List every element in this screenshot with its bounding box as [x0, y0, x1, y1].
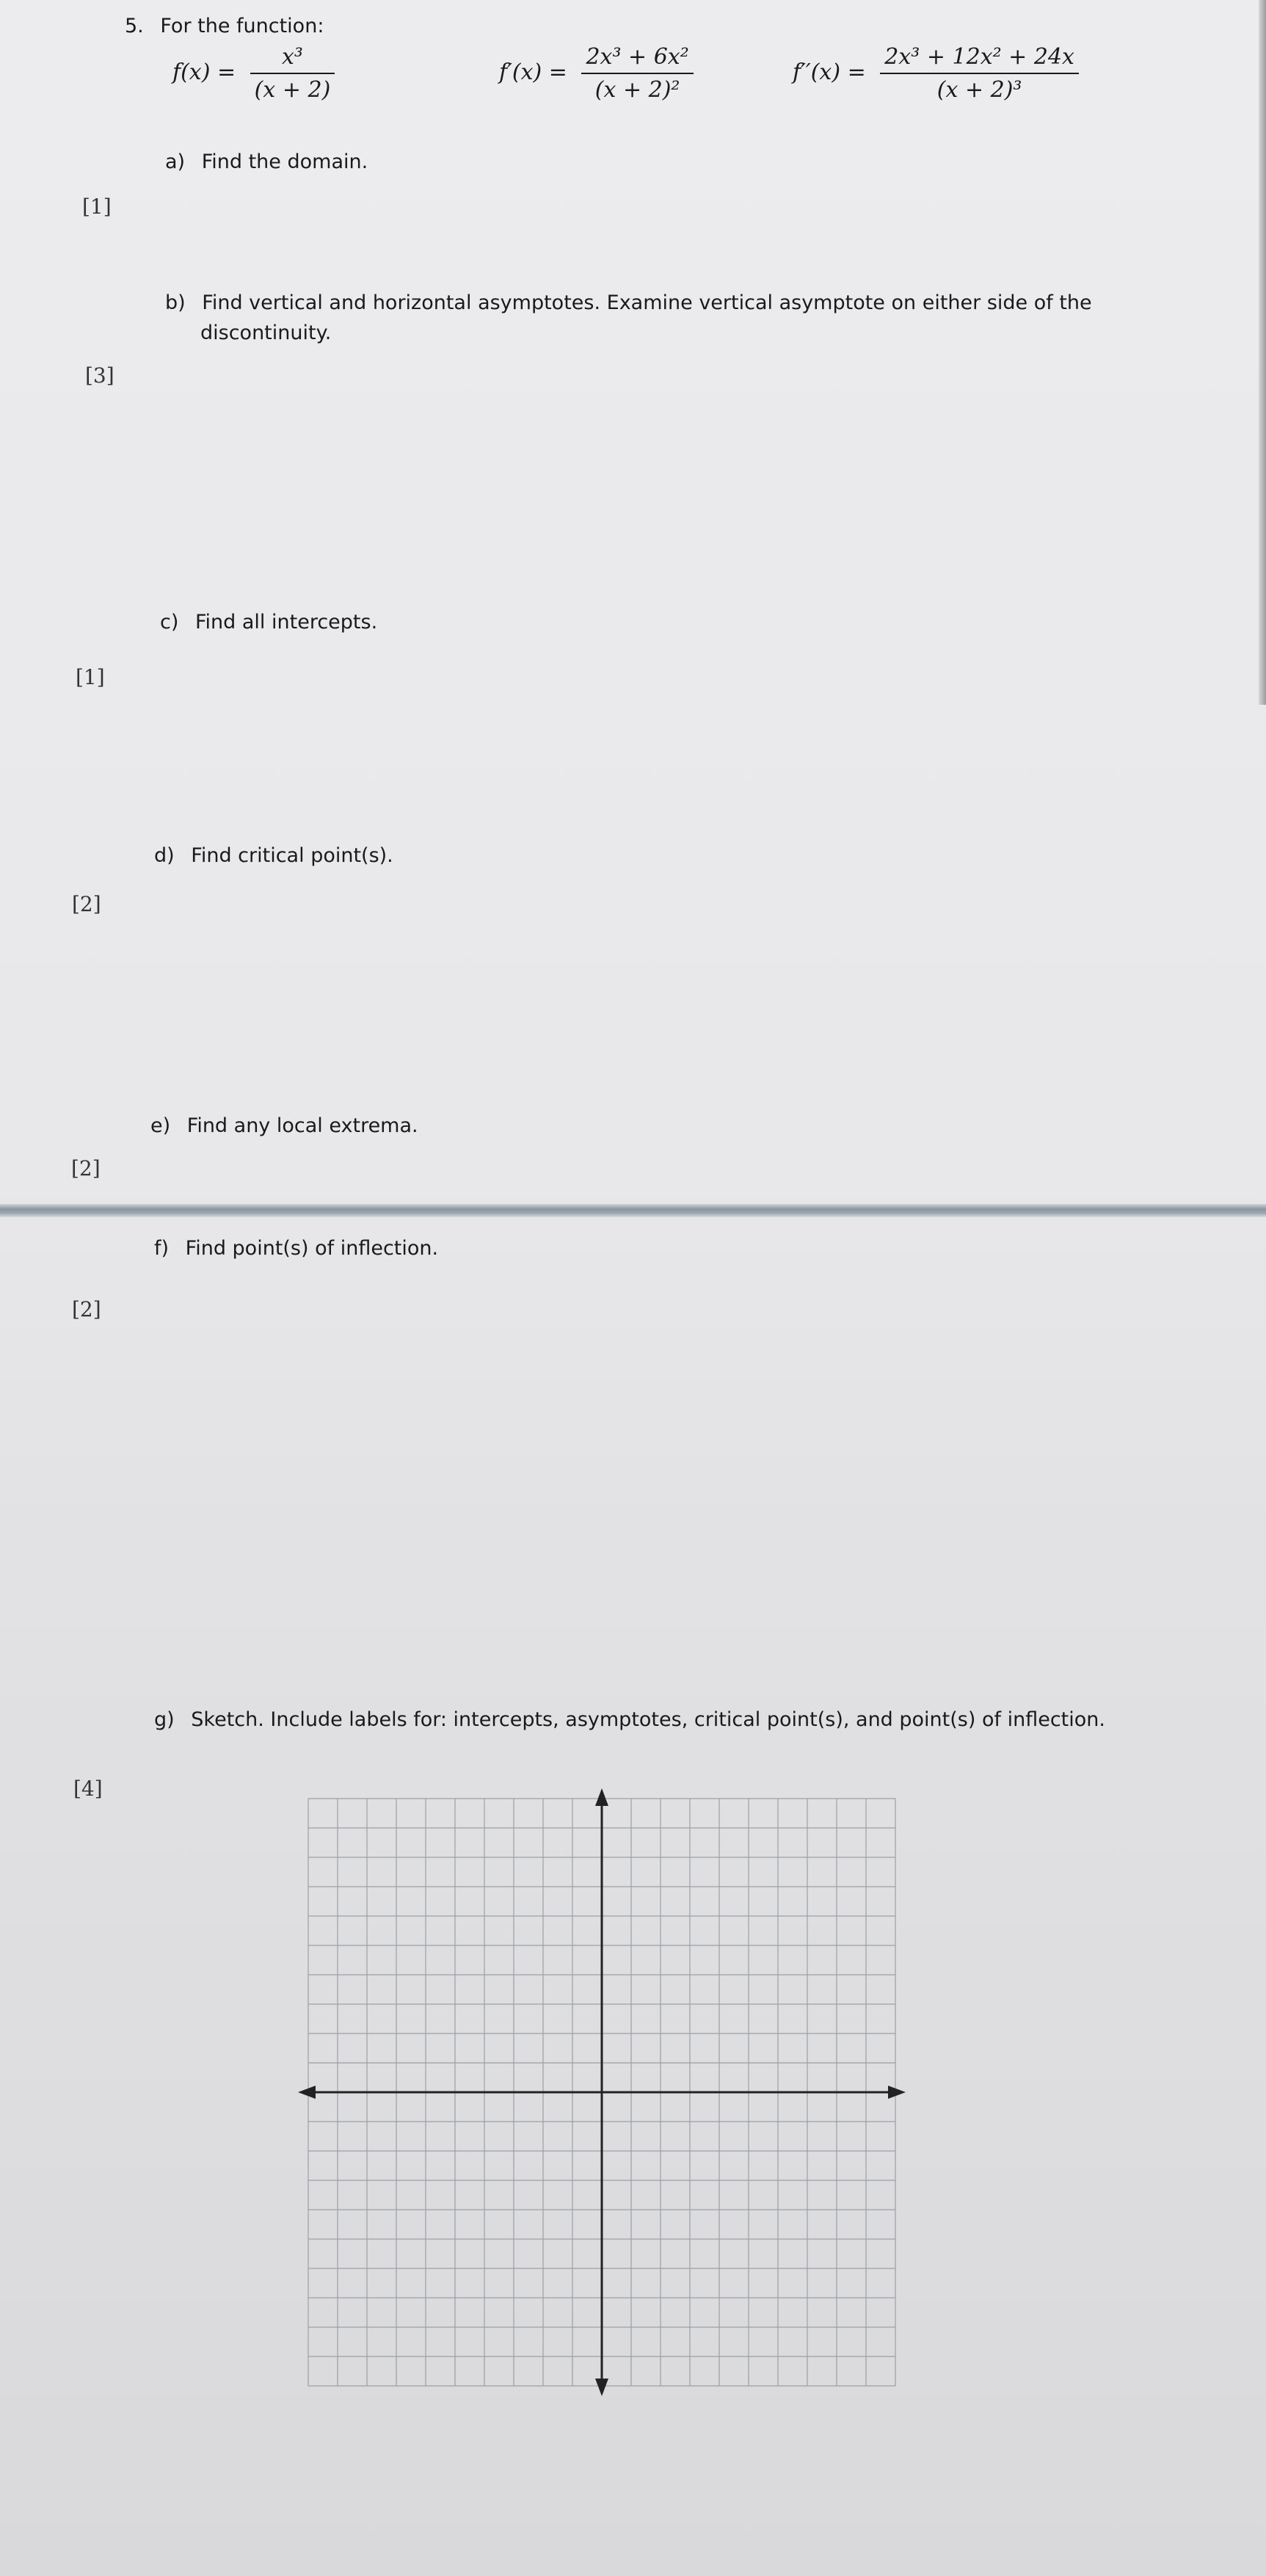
page-fold-divider — [0, 1204, 1266, 1217]
function-f-prime-denominator: (x + 2)² — [594, 77, 680, 103]
part-d-text: Find critical point(s). — [191, 844, 393, 867]
function-f-fraction — [250, 44, 335, 103]
part-f-text: Find point(s) of inflection. — [185, 1237, 439, 1260]
sketch-grid[interactable] — [294, 1784, 910, 2430]
function-f-double-prime-fraction — [880, 44, 1079, 103]
part-f-marks: [2] — [72, 1297, 101, 1321]
part-c-prompt — [160, 611, 377, 634]
part-a-label: a) — [165, 150, 186, 173]
fraction-bar — [250, 73, 335, 74]
question-number: 5. — [125, 15, 144, 37]
part-b-text-continued: discontinuity. — [200, 322, 332, 344]
part-d-label: d) — [154, 844, 175, 867]
function-f-prime-lhs: f′(x) = — [499, 59, 567, 85]
part-g-marks: [4] — [73, 1777, 103, 1801]
part-e-text: Find any local extrema. — [186, 1114, 418, 1137]
part-g-prompt — [154, 1708, 1105, 1731]
part-a-text: Find the domain. — [201, 150, 368, 173]
part-c-text: Find all intercepts. — [194, 611, 378, 634]
part-a-marks: [1] — [82, 195, 112, 219]
function-f-double-prime — [793, 44, 1079, 103]
question-intro: For the function: — [160, 15, 324, 37]
function-f-prime-numerator: 2x³ + 6x² — [586, 44, 689, 70]
part-c-label: c) — [160, 611, 179, 634]
function-f-prime — [499, 44, 694, 103]
function-f-double-prime-lhs: f′′(x) = — [793, 59, 866, 85]
question-header — [125, 15, 324, 37]
function-f — [172, 44, 335, 103]
fraction-bar — [880, 73, 1079, 74]
part-g-label: g) — [154, 1708, 175, 1731]
part-f-prompt — [154, 1237, 438, 1260]
function-f-double-prime-numerator: 2x³ + 12x² + 24x — [884, 44, 1074, 70]
y-axis-down-arrow-icon — [595, 2379, 608, 2396]
part-e-label: e) — [150, 1114, 171, 1137]
part-b-text: Find vertical and horizontal asymptotes. Examine vertical asymptote on either side of the — [202, 291, 1092, 314]
function-f-lhs: f(x) = — [172, 59, 236, 85]
part-f-label: f) — [154, 1237, 170, 1260]
part-e-marks: [2] — [71, 1156, 101, 1180]
page-edge — [1259, 0, 1266, 705]
x-axis-right-arrow-icon — [888, 2086, 906, 2099]
part-d-prompt — [154, 844, 393, 867]
function-f-double-prime-denominator: (x + 2)³ — [936, 77, 1022, 103]
fraction-bar — [581, 73, 693, 74]
part-e-prompt — [150, 1114, 418, 1137]
y-axis-up-arrow-icon — [595, 1788, 608, 1806]
part-g-text: Sketch. Include labels for: intercepts, asymptotes, critical point(s), and point(s) of inflection. — [191, 1708, 1105, 1731]
part-a-prompt — [165, 150, 368, 173]
function-f-numerator: x³ — [281, 44, 303, 70]
part-b-label: b) — [165, 291, 186, 314]
part-d-marks: [2] — [72, 892, 101, 916]
function-f-denominator: (x + 2) — [254, 77, 331, 103]
x-axis-left-arrow-icon — [298, 2086, 316, 2099]
function-f-prime-fraction — [581, 44, 693, 103]
part-c-marks: [1] — [76, 665, 105, 689]
part-b-prompt — [165, 291, 1092, 314]
part-b-marks: [3] — [85, 363, 114, 388]
